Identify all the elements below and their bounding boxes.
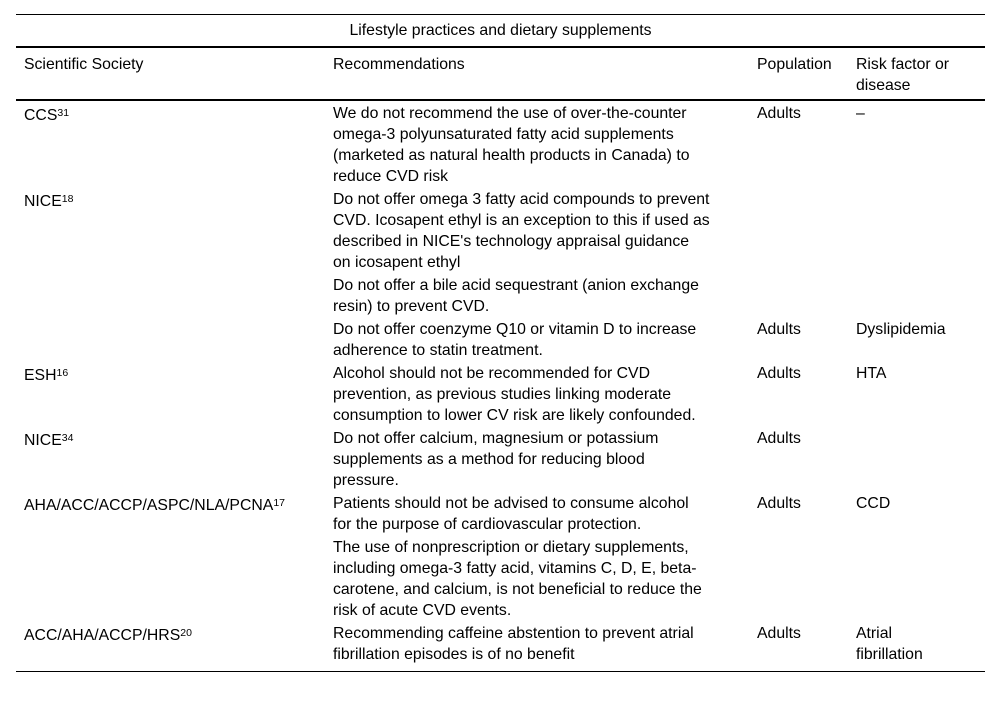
column-header-population: Population [757,47,856,100]
risk-cell: Dyslipidemia [856,321,946,338]
society-cell [16,100,333,189]
table-row [16,275,985,319]
reference-superscript: 16 [56,367,69,379]
recommendation-cell: Do not offer omega 3 fatty acid compounds to prevent CVD. Icosapent ethyl is an exception to this if used as described in NICE's technology appraisal guidance on icosapent ethyl [333,191,710,271]
recommendation-cell: Alcohol should not be recommended for CVD prevention, as previous studies linking moderate consumption to lower CV risk are likely confounded. [333,365,696,424]
table-row [16,363,985,428]
column-header-row [16,47,985,100]
society-cell [16,537,333,623]
society-cell [16,189,333,275]
risk-cell [856,189,985,275]
population-cell: Adults [757,430,801,447]
table-row [16,319,985,363]
risk-cell [856,428,985,493]
table-row [16,493,985,537]
society-name: NICE [24,193,62,210]
risk-cell: – [856,105,865,122]
population-cell [757,275,856,319]
risk-cell: Atrial fibrillation [856,625,923,663]
society-cell [16,363,333,428]
population-cell: Adults [757,625,801,642]
recommendation-cell: Do not offer coenzyme Q10 or vitamin D to increase adherence to statin treatment. [333,321,697,359]
population-cell [757,189,856,275]
society-name: AHA/ACC/ACCP/ASPC/NLA/PCNA [24,497,274,514]
population-cell: Adults [757,495,801,512]
table-title: Lifestyle practices and dietary supplements [16,15,985,48]
table-row [16,189,985,275]
population-cell: Adults [757,365,801,382]
column-header-scientific-society: Scientific Society [16,47,333,100]
population-cell [757,537,856,623]
society-cell [16,623,333,672]
table-body [16,100,985,672]
recommendation-cell: Recommending caffeine abstention to prevent atrial fibrillation episodes is of no benefit [333,625,694,663]
society-cell [16,319,333,363]
society-cell [16,428,333,493]
population-cell: Adults [757,105,801,122]
recommendation-cell: The use of nonprescription or dietary supplements, including omega-3 fatty acid, vitamins C, D, E, beta-carotene, and calcium, is not beneficial to reduce the risk of acute CVD events. [333,539,702,619]
risk-cell: HTA [856,365,887,382]
table-row [16,537,985,623]
table-row [16,100,985,189]
recommendation-cell: We do not recommend the use of over-the-counter omega-3 polyunsaturated fatty acid supplements (marketed as natural health products in Canada) to reduce CVD risk [333,105,690,185]
recommendations-table [16,14,985,672]
society-name: NICE [24,432,62,449]
reference-superscript: 20 [180,627,192,639]
society-cell [16,275,333,319]
reference-superscript: 31 [57,107,70,119]
reference-superscript: 18 [61,193,74,205]
reference-superscript: 34 [61,432,74,444]
recommendation-cell: Do not offer calcium, magnesium or potassium supplements as a method for reducing blood pressure. [333,430,659,489]
table-title-row [16,15,985,48]
reference-superscript: 17 [273,497,285,509]
society-name: ACC/AHA/ACCP/HRS [24,627,181,644]
table-row [16,428,985,493]
society-name: CCS [24,107,58,124]
recommendation-cell: Patients should not be advised to consume alcohol for the purpose of cardiovascular protection. [333,495,689,533]
risk-cell: CCD [856,495,891,512]
population-cell: Adults [757,321,801,338]
society-cell [16,493,333,537]
recommendation-cell: Do not offer a bile acid sequestrant (anion exchange resin) to prevent CVD. [333,277,699,315]
society-name: ESH [24,367,57,384]
risk-cell [856,275,985,319]
table-row [16,623,985,672]
column-header-risk-factor: Risk factor or disease [856,47,985,100]
column-header-recommendations: Recommendations [333,47,757,100]
table-header [16,15,985,101]
risk-cell [856,537,985,623]
